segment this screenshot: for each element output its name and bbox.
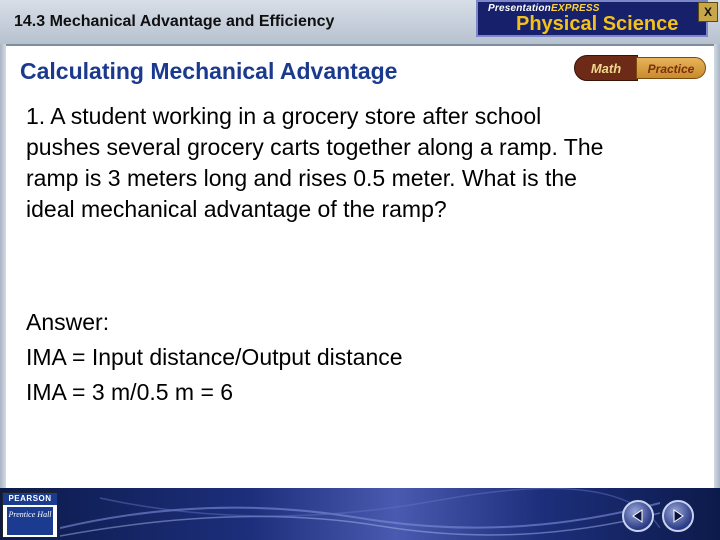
footer-bar [0, 488, 720, 540]
previous-arrow-icon [630, 508, 646, 524]
header-bar [0, 0, 720, 46]
close-button[interactable]: X [698, 2, 718, 22]
section-title: Calculating Mechanical Advantage [20, 58, 398, 84]
prentice-hall-mark: Prentice Hall [7, 507, 53, 535]
presentation-express-logo [476, 0, 708, 37]
math-badge-label: Math [574, 55, 638, 81]
question-number: 1. [26, 103, 46, 129]
practice-badge-label: Practice [636, 57, 706, 79]
footer-swirl-decoration [60, 488, 660, 540]
brand-subtitle-a: Presentation [488, 3, 551, 14]
answer-heading: Answer: [26, 309, 110, 335]
pearson-wordmark: PEARSON [3, 493, 57, 505]
right-border [714, 44, 720, 489]
left-border [0, 44, 6, 489]
chapter-title: 14.3 Mechanical Advantage and Efficiency [14, 13, 335, 30]
brand-subtitle-b: EXPRESS [550, 3, 600, 14]
answer-result: IMA = 3 m/0.5 m = 6 [26, 379, 234, 405]
question-body: A student working in a grocery store after school pushes several grocery carts together along a ramp. The ramp is 3 meters long and rises 0.5 meter. What is the ideal mechanical advantage of the ramp? [26, 103, 604, 222]
brand-title: Physical Science [516, 13, 679, 35]
next-slide-button[interactable] [662, 500, 694, 532]
next-arrow-icon [670, 508, 686, 524]
math-practice-badge [574, 55, 706, 81]
answer-block [26, 305, 626, 410]
answer-formula: IMA = Input distance/Output distance [26, 344, 403, 370]
previous-slide-button[interactable] [622, 500, 654, 532]
pearson-prentice-hall-logo [2, 492, 58, 538]
question-text [26, 101, 606, 225]
